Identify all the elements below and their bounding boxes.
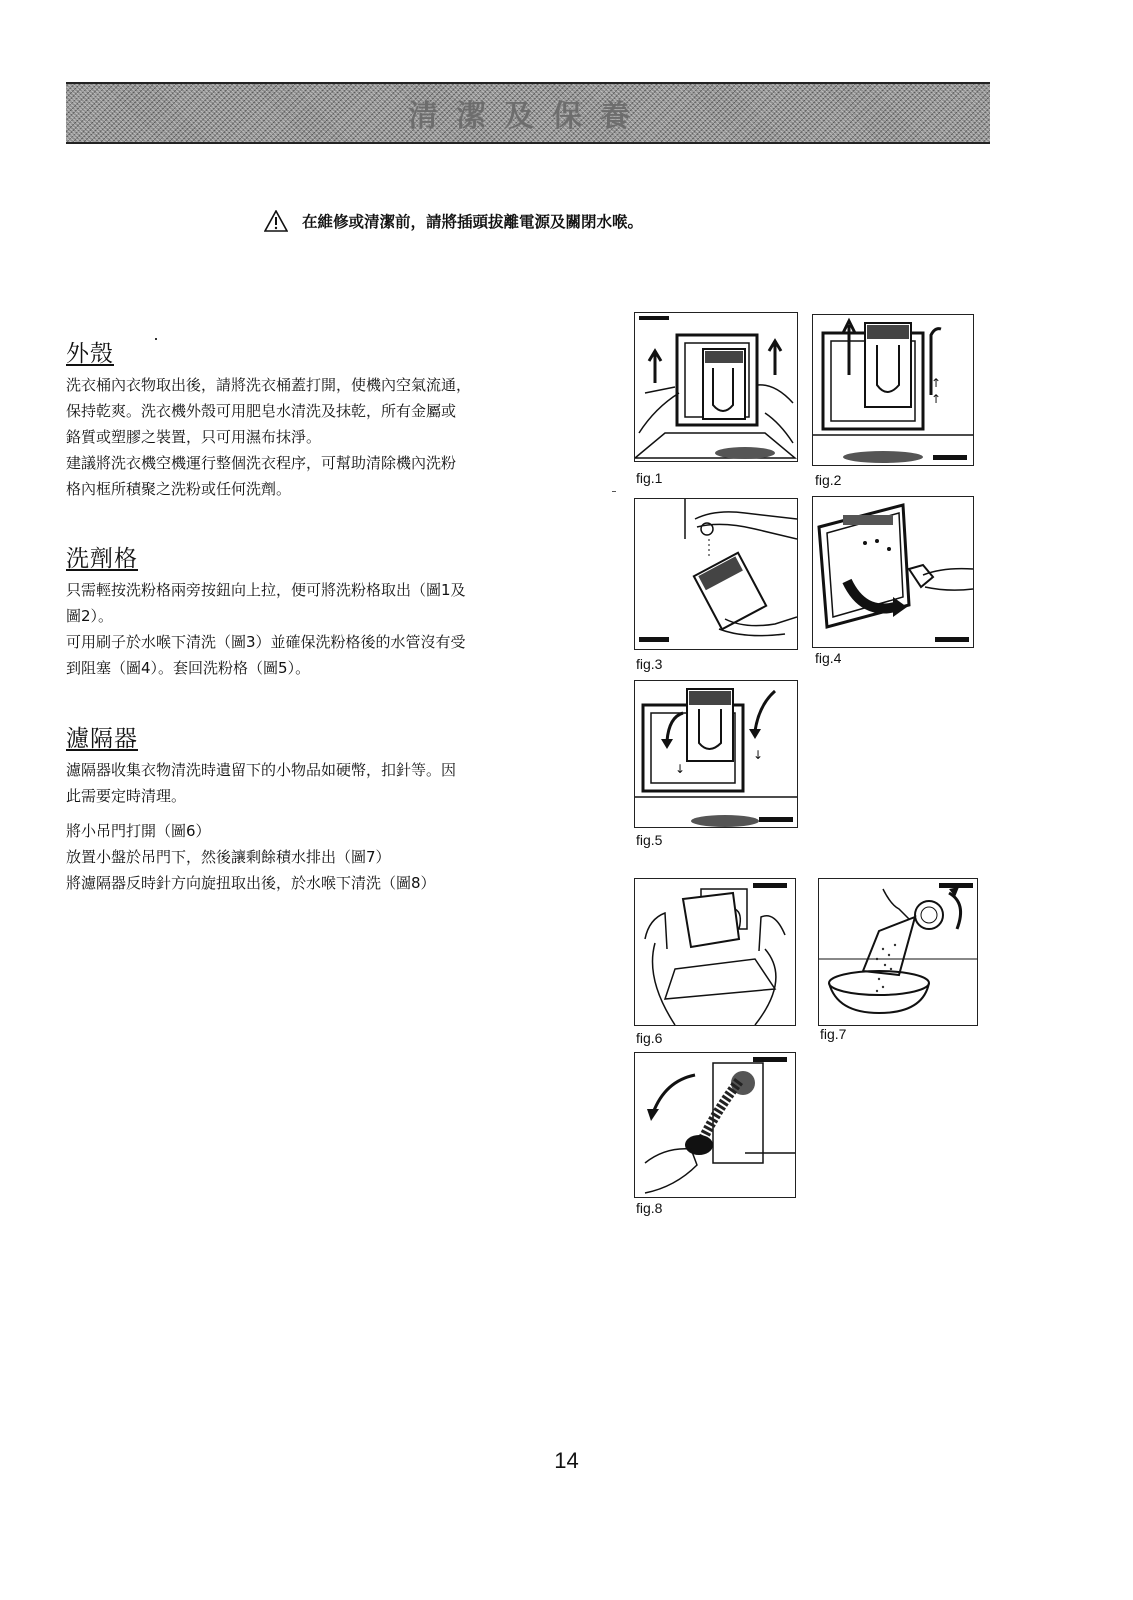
section-header-banner — [66, 82, 990, 144]
section-casing — [66, 335, 586, 502]
warning-triangle-icon — [264, 210, 288, 232]
svg-text:↑: ↑ — [931, 376, 942, 390]
section-filter — [66, 720, 586, 809]
stray-mark — [612, 491, 616, 492]
figure-label: fig.4 — [815, 650, 842, 666]
paragraph-line: 濾隔器收集衣物清洗時遺留下的小物品如硬幣，扣針等。因 — [66, 761, 457, 779]
figure-label: fig.7 — [820, 1026, 847, 1042]
warning-notice — [264, 210, 643, 232]
paragraph-line: 圖2）。 — [66, 607, 114, 625]
section-heading: 外殼 — [66, 341, 114, 367]
paragraph-line: 鉻質或塑膠之裝置，只可用濕布抹淨。 — [66, 428, 322, 446]
warning-text: 在維修或清潔前，請將插頭拔離電源及關閉水喉。 — [302, 213, 644, 231]
figure-label: fig.2 — [815, 472, 842, 488]
figure-7-illustration — [818, 878, 978, 1026]
section-heading: 濾隔器 — [66, 726, 138, 752]
page-number: 14 — [554, 1448, 579, 1473]
figure-label: fig.5 — [636, 832, 663, 848]
svg-text:↑: ↑ — [931, 392, 942, 406]
paragraph-line: 格內框所積聚之洗粉或任何洗劑。 — [66, 480, 292, 498]
figure-8-illustration — [634, 1052, 796, 1198]
figure-6-illustration — [634, 878, 796, 1026]
figure-4-illustration — [812, 496, 974, 648]
figure-label: fig.1 — [636, 470, 663, 486]
paragraph-line: 建議將洗衣機空機運行整個洗衣程序，可幫助清除機內洗粉 — [66, 454, 457, 472]
paragraph-line: 到阻塞（圖4）。套回洗粉格（圖5）。 — [66, 659, 311, 677]
paragraph-line: 洗衣桶內衣物取出後，請將洗衣桶蓋打開，使機內空氣流通， — [66, 376, 472, 394]
figure-label: fig.6 — [636, 1030, 663, 1046]
figure-5-illustration — [634, 680, 798, 828]
step-line: 將濾隔器反時針方向旋扭取出後，於水喉下清洗（圖8） — [66, 874, 436, 892]
filter-steps — [66, 818, 586, 896]
section-heading: 洗劑格 — [66, 546, 138, 572]
figure-label: fig.8 — [636, 1200, 663, 1216]
figure-1-illustration — [634, 312, 798, 462]
paragraph-line: 只需輕按洗粉格兩旁按鈕向上拉，便可將洗粉格取出（圖1及 — [66, 581, 466, 599]
step-line: 將小吊門打開（圖6） — [66, 822, 211, 840]
step-line: 放置小盤於吊門下，然後讓剩餘積水排出（圖7） — [66, 848, 391, 866]
paragraph-line: 保持乾爽。洗衣機外殼可用肥皂水清洗及抹乾，所有金屬或 — [66, 402, 457, 420]
figure-label: fig.3 — [636, 656, 663, 672]
header-title: 清潔及保養 — [408, 99, 648, 134]
svg-text:↓: ↓ — [753, 748, 764, 762]
figure-3-illustration — [634, 498, 798, 650]
figure-2-illustration — [812, 314, 974, 466]
paragraph-line: 可用刷子於水喉下清洗（圖3）並確保洗粉格後的水管沒有受 — [66, 633, 466, 651]
section-detergent-drawer — [66, 540, 586, 681]
paragraph-line: 此需要定時清理。 — [66, 787, 187, 805]
svg-text:↓: ↓ — [675, 762, 686, 776]
